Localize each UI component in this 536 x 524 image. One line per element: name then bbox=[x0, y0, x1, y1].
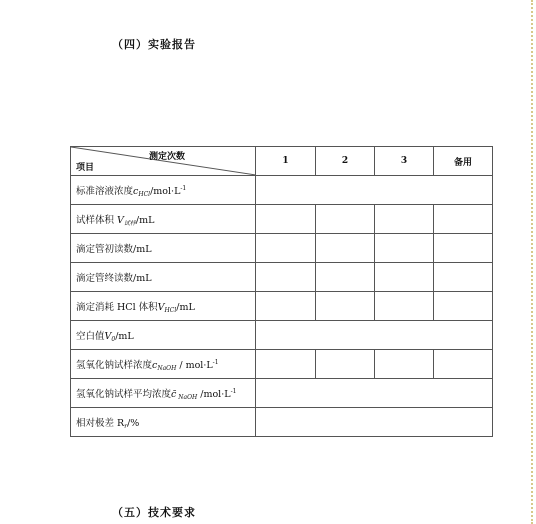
value-cell[interactable] bbox=[316, 263, 375, 292]
row-label-sub: 试样 bbox=[123, 219, 136, 227]
row-label bbox=[71, 350, 256, 379]
row-label bbox=[71, 176, 256, 205]
value-cell[interactable] bbox=[256, 205, 316, 234]
row-label-pre: 滴定管终读数/mL bbox=[76, 272, 152, 284]
column-header-spare: 备用 bbox=[434, 147, 493, 176]
value-cell[interactable] bbox=[316, 205, 375, 234]
table-row bbox=[71, 176, 493, 205]
row-label-sym: V bbox=[104, 330, 112, 342]
row-label-post: /mL bbox=[115, 330, 134, 342]
table-row bbox=[71, 234, 493, 263]
value-cell[interactable] bbox=[434, 234, 493, 263]
table-row bbox=[71, 408, 493, 437]
table-row bbox=[71, 350, 493, 379]
table-row bbox=[71, 205, 493, 234]
header-measurement-count: 测定次数 bbox=[148, 152, 185, 162]
value-cell[interactable] bbox=[375, 292, 434, 321]
value-cell[interactable] bbox=[434, 350, 493, 379]
row-label-pre: 标准溶液浓度 bbox=[76, 185, 134, 197]
row-label-sup: -1 bbox=[230, 387, 237, 395]
section-heading-experiment-report: （四）实验报告 bbox=[112, 38, 196, 51]
value-cell[interactable] bbox=[316, 234, 375, 263]
section-heading-technical-requirements: （五）技术要求 bbox=[112, 506, 196, 519]
row-label-sub: HCl bbox=[138, 190, 151, 198]
row-label-pre: 氢氧化钠试样平均浓度 bbox=[76, 388, 172, 400]
merged-value-cell[interactable] bbox=[256, 408, 493, 437]
row-label bbox=[71, 292, 256, 321]
row-label-post: /% bbox=[127, 417, 140, 429]
row-label-sup: -1 bbox=[180, 184, 187, 192]
row-label-post: /mL bbox=[135, 214, 155, 226]
row-label-sym: c bbox=[133, 185, 139, 197]
row-label-post: /mol·L bbox=[150, 185, 181, 197]
value-cell[interactable] bbox=[375, 205, 434, 234]
row-label-sym: c̄ bbox=[171, 388, 177, 400]
row-label-post: /mL bbox=[176, 301, 195, 313]
value-cell[interactable] bbox=[375, 234, 434, 263]
row-label-pre: 滴定消耗 HCl 体积 bbox=[76, 301, 158, 313]
merged-value-cell[interactable] bbox=[256, 379, 493, 408]
table-row bbox=[71, 263, 493, 292]
row-label-sym: V bbox=[157, 301, 165, 313]
table-row bbox=[71, 292, 493, 321]
row-label-sub: NaOH bbox=[157, 364, 177, 372]
value-cell[interactable] bbox=[375, 350, 434, 379]
row-label bbox=[71, 263, 256, 292]
row-label-pre: 氢氧化钠试样浓度 bbox=[76, 359, 153, 371]
table-row bbox=[71, 379, 493, 408]
row-label bbox=[71, 321, 256, 350]
header-item: 项目 bbox=[76, 163, 95, 173]
row-label-sym: c bbox=[152, 359, 158, 371]
value-cell[interactable] bbox=[434, 205, 493, 234]
row-label-pre: 相对极差 R bbox=[76, 417, 125, 429]
row-label-sub: 0 bbox=[111, 335, 116, 343]
diagonal-header-cell bbox=[71, 147, 256, 176]
row-label-sub: r bbox=[124, 422, 128, 430]
column-header-1: 1 bbox=[256, 147, 316, 176]
value-cell[interactable] bbox=[256, 234, 316, 263]
value-cell[interactable] bbox=[256, 350, 316, 379]
row-label-sym: V bbox=[117, 214, 124, 226]
value-cell[interactable] bbox=[256, 263, 316, 292]
value-cell[interactable] bbox=[375, 263, 434, 292]
row-label-sub: HCl bbox=[164, 306, 177, 314]
row-label-pre: 滴定管初读数/mL bbox=[76, 243, 152, 255]
row-label bbox=[71, 379, 256, 408]
row-label-pre: 试样体积 bbox=[76, 214, 118, 226]
row-label bbox=[71, 234, 256, 263]
merged-value-cell[interactable] bbox=[256, 321, 493, 350]
value-cell[interactable] bbox=[434, 263, 493, 292]
page-edge-rule bbox=[531, 0, 533, 524]
experiment-report-table bbox=[70, 146, 493, 437]
row-label-post: / mol·L bbox=[176, 359, 213, 371]
column-header-3: 3 bbox=[375, 147, 434, 176]
value-cell[interactable] bbox=[434, 292, 493, 321]
table-row bbox=[71, 321, 493, 350]
row-label-sub: NaOH bbox=[176, 393, 198, 401]
row-label-sup: -1 bbox=[212, 358, 219, 366]
row-label-pre: 空白值 bbox=[76, 330, 105, 342]
row-label bbox=[71, 408, 256, 437]
row-label-post: /mol·L bbox=[197, 388, 231, 400]
value-cell[interactable] bbox=[256, 292, 316, 321]
value-cell[interactable] bbox=[316, 350, 375, 379]
merged-value-cell[interactable] bbox=[256, 176, 493, 205]
table-header-row bbox=[71, 147, 493, 176]
column-header-2: 2 bbox=[316, 147, 375, 176]
value-cell[interactable] bbox=[316, 292, 375, 321]
row-label bbox=[71, 205, 256, 234]
